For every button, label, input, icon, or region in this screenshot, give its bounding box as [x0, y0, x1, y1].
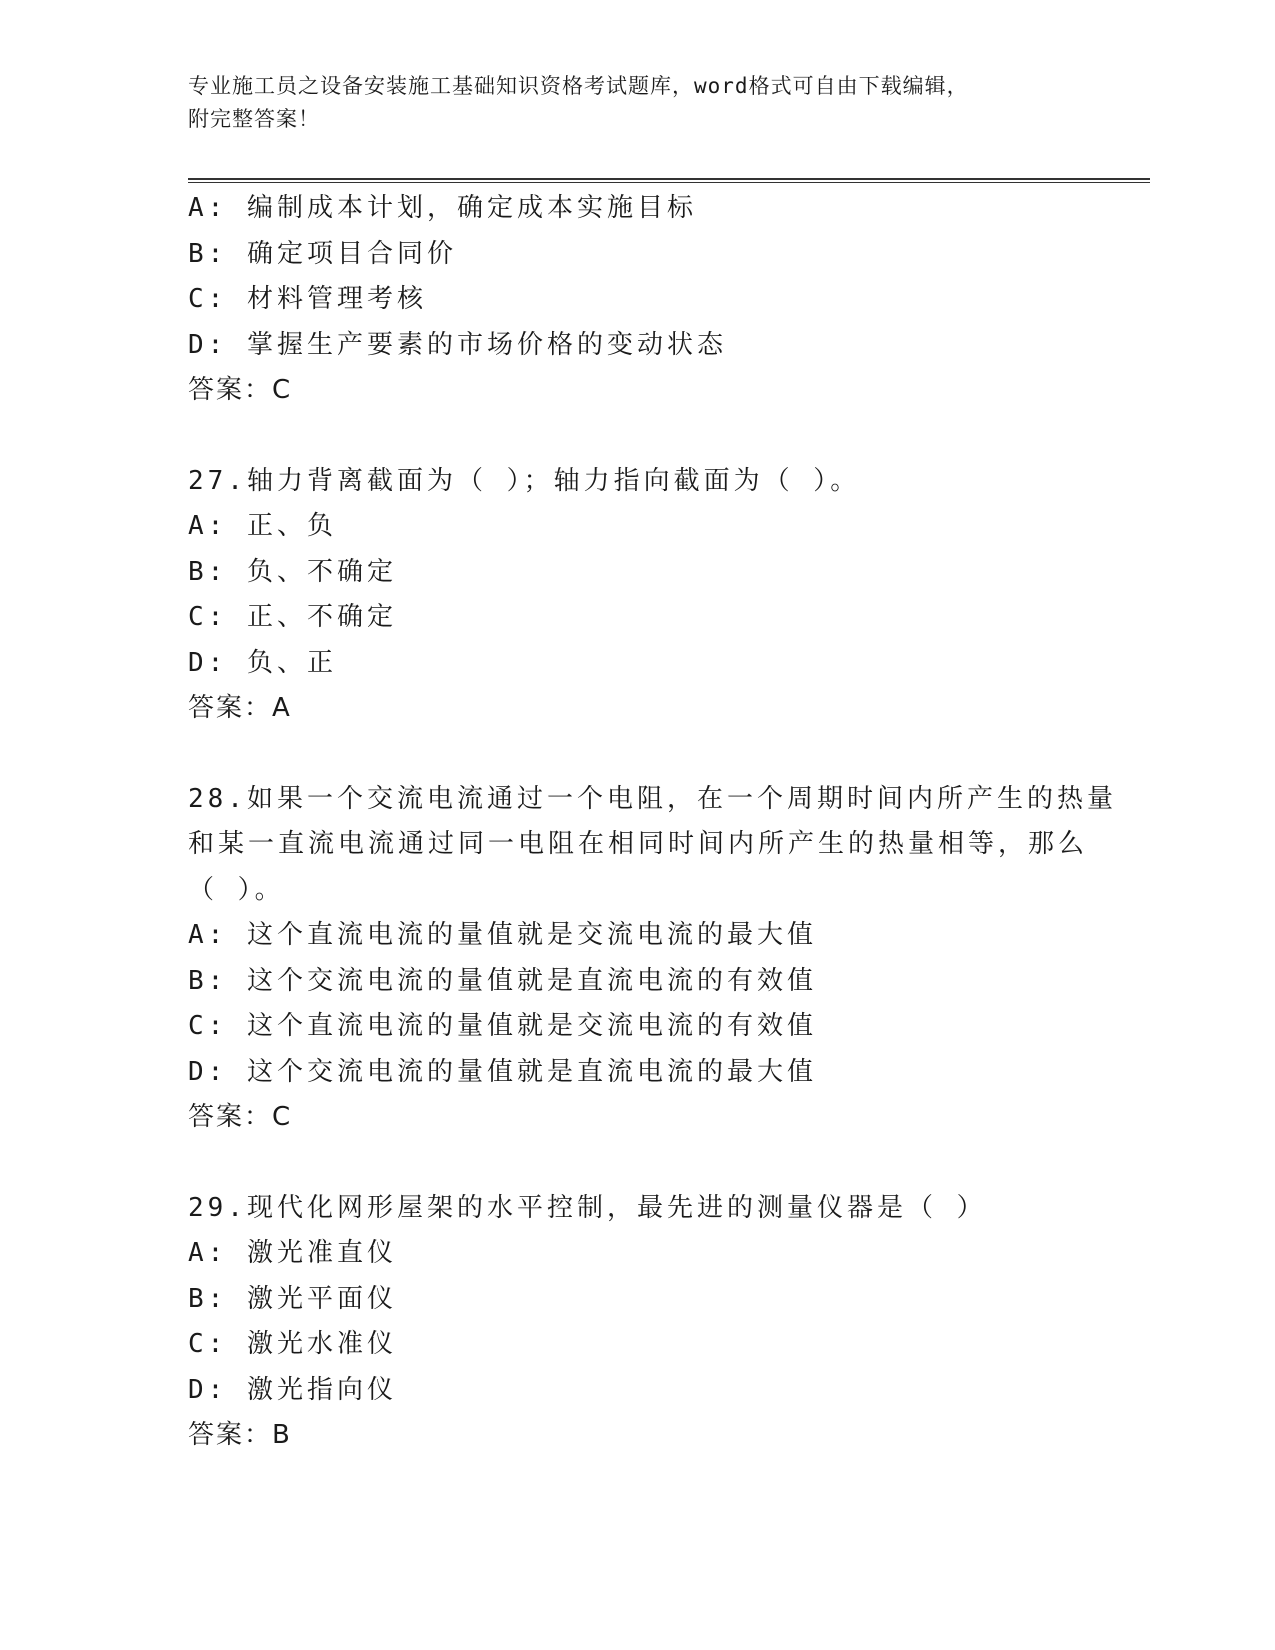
spacer [188, 732, 1088, 777]
option-c: C: 这个直流电流的量值就是交流电流的有效值 [188, 1011, 817, 1041]
question-28 [188, 777, 1117, 1141]
option-c: C: 正、不确定 [188, 602, 397, 632]
page-header [188, 70, 1088, 136]
option-a: A: 正、负 [188, 511, 337, 541]
option-b: B: 确定项目合同价 [188, 238, 457, 269]
spacer [188, 1141, 1088, 1186]
option-d: D: 激光指向仪 [188, 1374, 397, 1405]
option-a: A: 激光准直仪 [188, 1238, 397, 1268]
answer: 答案：B [188, 1420, 292, 1450]
question-26 [188, 186, 1088, 414]
spacer [188, 414, 1088, 459]
question-27 [188, 459, 1088, 732]
header-divider [188, 178, 1150, 183]
question-text-line-3: （ ）。 [188, 874, 285, 905]
header-line-1: 专业施工员之设备安装施工基础知识资格考试题库，word格式可自由下载编辑， [188, 74, 969, 98]
option-a: A: 这个直流电流的量值就是交流电流的最大值 [188, 920, 817, 950]
option-b: B: 激光平面仪 [188, 1283, 397, 1314]
option-d: D: 这个交流电流的量值就是直流电流的最大值 [188, 1056, 817, 1087]
question-text-line-1: 28.如果一个交流电流通过一个电阻，在一个周期时间内所产生的热量 [188, 783, 1117, 814]
option-d: D: 掌握生产要素的市场价格的变动状态 [188, 329, 727, 360]
question-list [188, 186, 1117, 1459]
question-text: 29.现代化网形屋架的水平控制，最先进的测量仪器是（ ） [188, 1192, 987, 1223]
option-a: A: 编制成本计划，确定成本实施目标 [188, 193, 697, 223]
answer: 答案：A [188, 693, 292, 723]
answer: 答案：C [188, 1102, 293, 1132]
option-b: B: 负、不确定 [188, 556, 397, 587]
question-text: 27.轴力背离截面为（ ）；轴力指向截面为（ ）。 [188, 465, 861, 496]
option-c: C: 激光水准仪 [188, 1329, 397, 1359]
question-29 [188, 1186, 1088, 1459]
option-b: B: 这个交流电流的量值就是直流电流的有效值 [188, 965, 817, 996]
option-c: C: 材料管理考核 [188, 284, 427, 314]
option-d: D: 负、正 [188, 647, 337, 678]
question-text-line-2: 和某一直流电流通过同一电阻在相同时间内所产生的热量相等，那么 [188, 829, 1089, 859]
answer: 答案：C [188, 375, 293, 405]
header-line-2: 附完整答案！ [188, 107, 320, 131]
